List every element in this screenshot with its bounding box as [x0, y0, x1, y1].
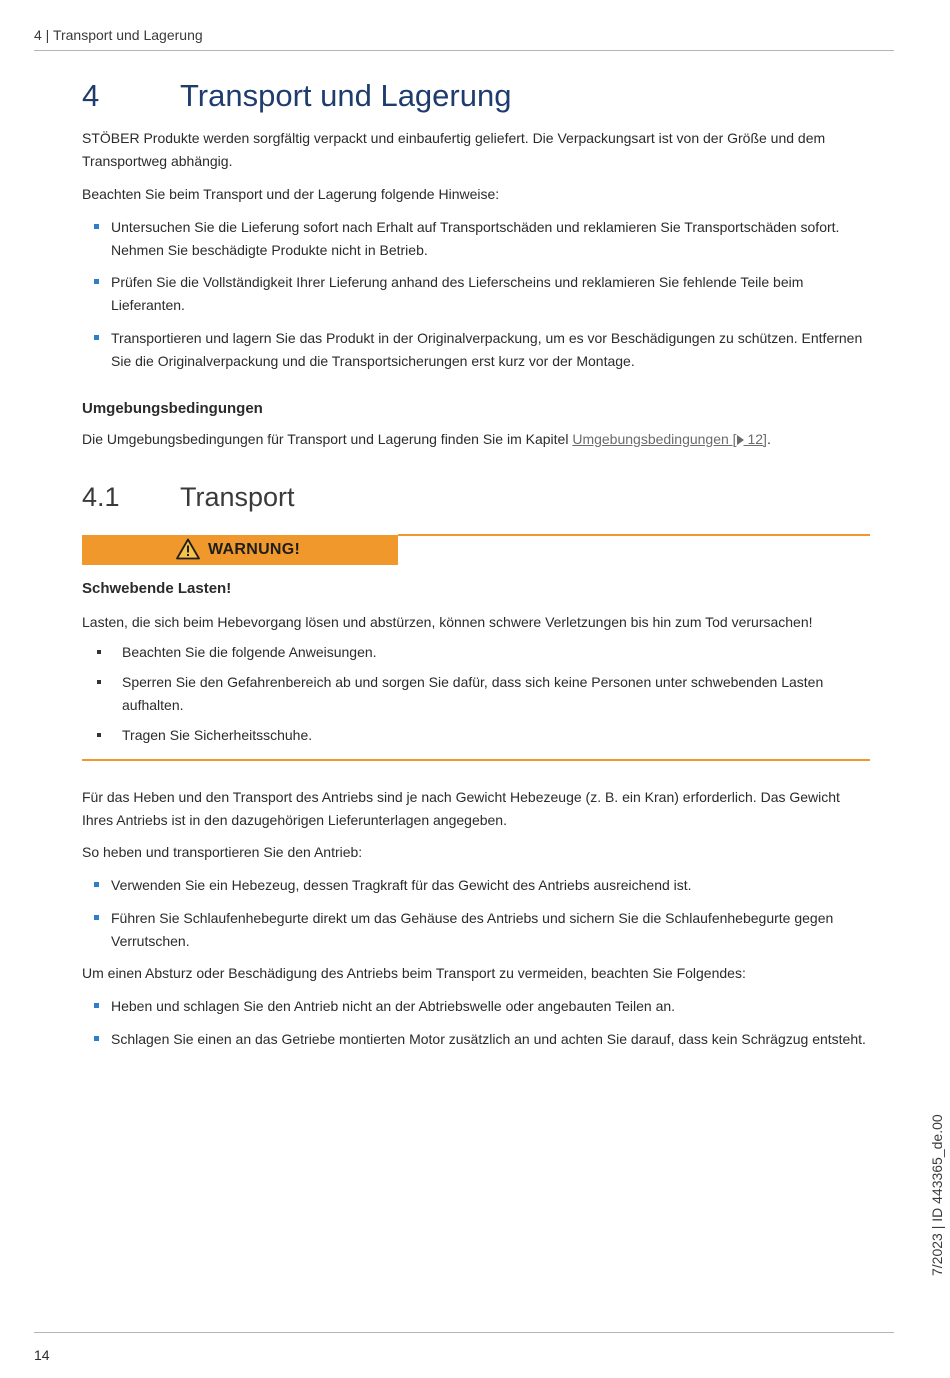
warning-list-item [97, 641, 857, 664]
list-item-text: Untersuchen Sie die Lieferung sofort nach Erhalt auf Transportschäden und reklamieren Sie Transportschäden sofort. Nehmen Sie beschädigte Produkte nicht in Betrieb. [111, 219, 840, 258]
bullet-square-icon [94, 335, 99, 340]
list-item [94, 995, 874, 1018]
chapter-number: 4 [82, 78, 100, 113]
warning-bottom-rule [82, 759, 870, 761]
transport-paragraph-1: Für das Heben und den Transport des Antriebs sind je nach Gewicht Hebezeuge (z. B. ein Kran) erforderlich. Das Gewicht Ihres Antriebs ist in den dazugehörigen Lieferunterlagen angegeben. [82, 789, 840, 828]
list-item-text: Führen Sie Schlaufenhebegurte direkt um das Gehäuse des Antriebs und sichern Sie die Schlaufenhebegurte gegen Verrutschen. [111, 910, 834, 949]
footer-divider [34, 1332, 894, 1333]
transport-paragraph-2: So heben und transportieren Sie den Antrieb: [82, 844, 363, 860]
list-item-text: Tragen Sie Sicherheitsschuhe. [122, 727, 313, 743]
bullet-square-icon [94, 882, 99, 887]
list-item [94, 271, 874, 317]
list-item [94, 874, 874, 897]
triangle-right-icon [737, 435, 744, 445]
list-item [94, 216, 874, 262]
header-divider [34, 50, 894, 51]
transport-paragraph-3: Um einen Absturz oder Beschädigung des Antriebs beim Transport zu vermeiden, beachten Sie Folgendes: [82, 965, 746, 981]
intro-paragraph-1: STÖBER Produkte werden sorgfältig verpackt und einbaufertig geliefert. Die Verpackungsart ist von der Größe und dem Transportweg abhängig. [82, 130, 826, 169]
list-item-text: Verwenden Sie ein Hebezeug, dessen Tragkraft für das Gewicht des Antriebs ausreichend ist. [111, 877, 692, 893]
warning-list-item [97, 724, 857, 747]
bullet-square-icon [94, 279, 99, 284]
warning-top-rule [398, 534, 870, 536]
list-item [94, 907, 874, 953]
environment-text: Die Umgebungsbedingungen für Transport und Lagerung finden Sie im Kapitel [82, 431, 573, 447]
section-title: Transport [180, 482, 295, 512]
list-item-text: Prüfen Sie die Vollständigkeit Ihrer Lieferung anhand des Lieferscheins und reklamieren Sie fehlende Teile beim Lieferanten. [111, 274, 804, 313]
bullet-square-icon [94, 224, 99, 229]
list-item-text: Heben und schlagen Sie den Antrieb nicht an der Abtriebswelle oder angebauten Teilen an. [111, 998, 676, 1014]
bullet-square-icon [94, 1003, 99, 1008]
warning-text: Lasten, die sich beim Hebevorgang lösen und abstürzen, können schwere Verletzungen bis hin zum Tod verursachen! [82, 614, 813, 630]
link-text: Umgebungsbedingungen [ [572, 431, 737, 447]
list-item-text: Transportieren und lagern Sie das Produkt in der Originalverpackung, um es vor Beschädigungen zu schützen. Entfernen Sie die Originalverpackung und die Transportsicherungen erst kurz vor der Montage. [111, 330, 863, 369]
bullet-square-icon [97, 650, 101, 654]
list-item-text: Beachten Sie die folgende Anweisungen. [122, 644, 377, 660]
warning-label: WARNUNG! [208, 541, 301, 558]
list-item [94, 327, 874, 373]
bullet-square-icon [97, 733, 101, 737]
environment-link[interactable] [572, 431, 767, 447]
list-item-text: Schlagen Sie einen an das Getriebe montierten Motor zusätzlich an und achten Sie darauf, dass kein Schrägzug entsteht. [111, 1031, 866, 1047]
chapter-title: Transport und Lagerung [180, 78, 512, 113]
environment-paragraph [82, 428, 872, 451]
list-item-text: Sperren Sie den Gefahrenbereich ab und sorgen Sie dafür, dass sich keine Personen unter schwebenden Lasten aufhalten. [122, 674, 824, 713]
list-item [94, 1028, 874, 1051]
section-number: 4.1 [82, 482, 120, 512]
document-id-sidebar: 7/2023 | ID 443365_de.00 [929, 1114, 945, 1276]
bullet-square-icon [97, 680, 101, 684]
warning-list-item [97, 671, 857, 717]
environment-end: . [766, 431, 771, 447]
environment-heading: Umgebungsbedingungen [82, 400, 263, 417]
warning-title: Schwebende Lasten! [82, 580, 232, 597]
warning-triangle-icon [176, 538, 200, 560]
bullet-square-icon [94, 915, 99, 920]
running-header: 4 | Transport und Lagerung [34, 27, 203, 43]
link-page: 12] [743, 431, 767, 447]
page-number: 14 [34, 1347, 50, 1363]
bullet-square-icon [94, 1036, 99, 1041]
intro-paragraph-2: Beachten Sie beim Transport und der Lagerung folgende Hinweise: [82, 186, 500, 202]
